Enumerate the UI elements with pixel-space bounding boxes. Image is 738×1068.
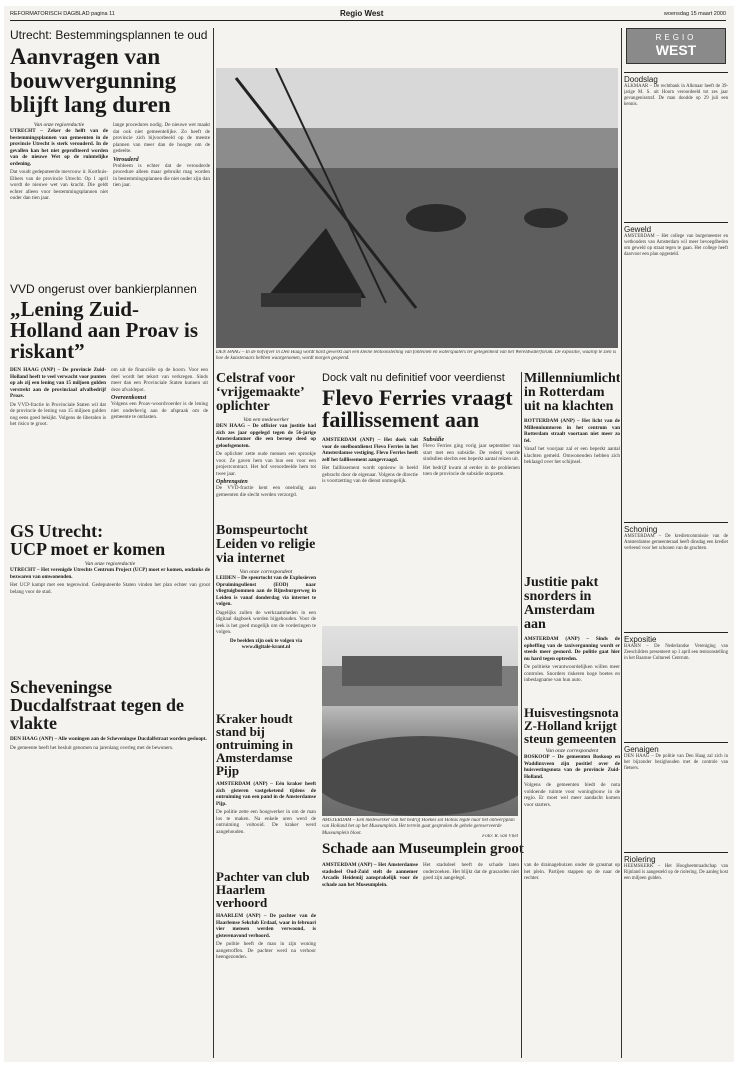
article-kicker: Dock valt nu definitief voor veerdienst [322, 372, 505, 384]
newspaper-page [4, 6, 734, 1062]
sidebar-item-text: AMSTERDAM – Het college van burgemeester en wethouders van Amsterdam wil meer bevoegdheden om geweld op straat tegen te gaan. Het college heeft daarvoor een plan opgesteld. [624, 234, 728, 257]
article-byline: Van onze correspondent [239, 569, 293, 575]
article-headline: Schade aan Museumplein groot [322, 842, 524, 857]
article-kicker: VVD ongerust over bankierplannen [10, 282, 197, 296]
article-byline: Van een medewerker [243, 417, 289, 423]
sidebar-item-text: AMSTERDAM – De kredietcommissie van de Amsterdamse gemeenteraad heeft dinsdag een krediet verleend voor het schonen van de grachten. [624, 534, 728, 551]
sidebar-item-title: Expositie [624, 632, 728, 644]
article-byline: Van onze regioredactie [84, 561, 136, 567]
article-justitie [524, 576, 620, 696]
article-byline: Van onze regioredactie [33, 122, 85, 129]
sidebar-item-text: DEN HAAG – De politie van Den Haag zal zich in het bijzonder bezighouden met de controle van fietsers. [624, 754, 728, 771]
sidebar-item [624, 628, 728, 738]
article-headline: Flevo Ferries vraagt faillissement aan [322, 385, 513, 432]
article-body: Het bedrijf kwam al eerder in de problemen toen de provincie de subsidie stopzette. [423, 464, 520, 477]
article-lead: UTRECHT – Zeker de helft van de bestemmingsplannen van gemeenten in de provincie Utrecht is sterk verouderd. In de gevallen kan het niet geprofiteerd worden van de nieuwe Wet op de ruimtelijke ordening. [10, 128, 108, 167]
article-subhead: Opbrengsten [216, 479, 248, 485]
masthead-left: REFORMATORISCH DAGBLAD pagina 11 [10, 11, 115, 17]
article-headline: Kraker houdt stand bij ontruiming in Amsterdamse Pijp [216, 712, 293, 778]
photo-caption: DEN HAAG – In de hofvijver in Den Haag wordt hard gewerkt aan een kleine tentoonstelling van fonteinen en waterspuiters ter gelegenheid van het Wereldwaterforum. De expositie, waarop te zien is hoe de kunstenaars hebben waargenomen, wordt morgen geopend. [216, 350, 617, 362]
article-headline: Aanvragen van bouwvergunning blijft lang duren [10, 44, 177, 118]
column-rule [621, 28, 622, 1058]
column-rule [521, 372, 522, 1058]
regio-west-logo [626, 28, 726, 64]
sidebar-item [624, 738, 728, 848]
article-bomspeurtocht [216, 524, 316, 704]
sidebar-item-title: Schoning [624, 522, 728, 534]
article-body: De oplichter zette oude mensen een sprookje voor. Ze gaven hem van hun een voor een projectcontract. Het hof veroordeelde hem tot twee jaar. [216, 451, 316, 477]
sidebar-item-text: HEEMSKERK – Het Hoogheemraadschap van Rijnland is aangesteld op de riolering. De aanleg kost een miljoen gulden. [624, 864, 728, 881]
article-lead: UTRECHT – Het verenigde Utrechts Centrum Project (UCP) moet er komen, ondanks de bezwaren van omwonenden. [10, 567, 210, 580]
article-lead: AMSTERDAM (ANP) – Eén kraker heeft zich gisteren vastgeketend tijdens de ontruiming van een pand in de Amsterdamse Pijp. [216, 781, 316, 807]
article-body: Flevo Ferries ging vorig jaar september van start met een subsidie. De rederij voerde sindsdien slechts een beperkt aantal reizen uit. [423, 443, 520, 462]
masthead [10, 9, 726, 21]
article-body: De VVD-fractie in Provinciale Staten wil dat de provincie de lening van 15 miljoen gulden nog eens goed bekijkt. Volgens de liberalen is het risico te groot. [10, 401, 106, 427]
article-lead: HAARLEM (ANP) – De pachter van de Haarlemse Sekclub Erdaaf, waar in februari vier mensen werden verwoond, is gisterenavond verhoord. [216, 913, 316, 939]
article-ducdalf [10, 678, 210, 878]
article-lead: AMSTERDAM (ANP) – Het doek valt voor de snelbootdienst Flevo Ferries in het Amsterdamse vestiging. Flevo Ferries heeft zelf het faillissement aangevraagd. [322, 437, 418, 463]
article-celstraf [216, 372, 316, 518]
sidebar-item [624, 518, 728, 628]
article-kraker [216, 712, 316, 862]
sidebar-item-title: Geweld [624, 222, 728, 234]
article-lead: LEIDEN – De speurtocht van de Explosieven Opruimingsdienst (EOD) naar vliegtuigbommen aan de Rijnsburgerweg in Leiden is vanaf donderdag via internet te volgen. [216, 575, 316, 607]
article-headline: Justitie pakt snorders in Amsterdam aan [524, 576, 599, 632]
article-museumplein [322, 842, 620, 1056]
article-body: Het UCP kampt met een tegenwind. Gedeputeerde Staten vinden het plan echter van groot belang voor de stad. [10, 582, 210, 595]
article-body: De politie zette een hoogwerker in om de man los te maken. Na enkele uren werd de ontruiming voltooid. De kraker werd aangehouden. [216, 809, 316, 835]
article-body: Het faillissement wordt opnieuw in beeld gebracht door de eigenaar. Volgens de directie is voortzetting van de dienst onmogelijk. [322, 465, 418, 484]
article-subhead: Subsidie [423, 437, 445, 443]
photo-museumplein-scene [322, 626, 518, 816]
photo-museumplein [322, 626, 518, 816]
article-headline: Ducdalfstraat tegen de vlakte [10, 695, 184, 733]
article-headline: „Lening Zuid-Holland aan Proav is riskant” [10, 297, 199, 363]
sidebar-item-title: Riolering [624, 852, 728, 864]
logo-top: REGIO [655, 33, 697, 42]
article-byline: Van onze correspondent [545, 748, 599, 754]
article-body: Volgens een Proav-woordvoerder is de lening niet onderhevig aan de afspraak om de gemeente te ontlasten. [111, 401, 208, 420]
sidebar-item-title: Genaigen [624, 742, 728, 754]
article-body: Vanaf het voorjaar zal er een beperkt aantal klachten gemeld. Omwonenden hebben zich beklaagd over het schijnsel. [524, 446, 620, 465]
sidebar-item-title: Doodslag [624, 72, 728, 84]
article-body: Dat voudt gedeputeerde mevrouw ir. Korthuis-Elbers van de provincie Utrecht. Op 1 april wordt de nieuwe wet van kracht. Die geldt echter alleen voor bestemmingsplannen niet ouder dan tien jaar. [10, 169, 108, 202]
article-headline: Bomspeurtocht Leiden vo religie via internet [216, 524, 316, 566]
photo-fountain [216, 68, 618, 348]
article-lead: DEN HAAG – De officier van justitie had zich zes jaar opgelegd tegen de 56-jarige Amsterdammer die een beroep deed op geloofsgenoten. [216, 423, 316, 449]
article-lead: AMSTERDAM (ANP) – Het Amsterdamse stadsdeel Oud-Zuid stelt de aannemer Arcadis Heidemij aansprakelijk voor de schade aan het Museumplein. [322, 862, 418, 888]
article-body: De gemeente heeft het besluit genomen na jarenlang overleg met de bewoners. [10, 744, 174, 751]
masthead-date: woensdag 15 maart 2000 [663, 11, 726, 17]
photo-credit: Foto: R. van Vliet [482, 834, 518, 839]
article-lead: DEN HAAG (ANP) – Alle woningen aan de Scheveningse Ducdalfstraat worden gesloopt. [10, 736, 207, 742]
article-subhead: Verouderd [113, 156, 139, 163]
photo-caption: AMSTERDAM – Een medewerker van het bedrijf Hoekes sol Hollas legde naar het ontwerpplan van Holland het op het Museumplein. Het terrein gaat gesproken de gehele gereserveerde Museumplein bloot. [322, 818, 515, 836]
article-lead: AMSTERDAM (ANP) – Sinds de opheffing van de taxivergunning wordt er steeds meer gesnord. De politie gaat hier nu hard tegen optreden. [524, 636, 620, 662]
news-sidebar [624, 68, 728, 958]
article-ucp [10, 522, 210, 672]
sidebar-item [624, 68, 728, 218]
section-title: Regio West [340, 9, 384, 18]
article-headline: UCP moet er komen [10, 539, 166, 559]
article-subhead: Overeenkomst [111, 395, 147, 401]
article-kicker: Utrecht: Bestemmingsplannen te oud [10, 28, 208, 42]
article-body: Dagelijks zullen de werkzaamheden in een digitaal dagboek worden bijgehouden. Voor de leek is het goed mogelijk om de vorderingen te volgen. [216, 609, 316, 635]
article-flevo [322, 372, 520, 622]
article-lead: DEN HAAG (ANP) – De provincie Zuid-Holland heeft te veel verwacht voor punten op als zij een lening van 15 miljoen gulden verstrekt aan de provinciaal afvalbedrijf Proav. [10, 367, 106, 399]
article-body: De politie heeft de man in zijn woning aangetroffen. De pachter werd na verhoor heengezonden. [216, 941, 316, 960]
logo-bottom: WEST [655, 42, 697, 58]
article-millennium [524, 372, 620, 572]
article-headline: Pachter van club Haarlem verhoord [216, 870, 310, 910]
sidebar-item-text: ALKMAAR – De rechtbank in Alkmaar heeft de 39-jarige M. S. uit Hoorn veroordeeld tot zes jaar gevangenisstraf. De man doodde op 29 juli een kennis. [624, 84, 728, 107]
article-body: Het stadsdeel heeft de schade laten onderzoeken. Het blijkt dat de graszoden niet goed zijn aangelegd. [423, 862, 519, 881]
article-body: Volgens de gemeenten biedt de nota voldoende ruimte voor woningbouw in de regio. Er moet wel meer aandacht komen voor starters. [524, 782, 620, 808]
article-vvd [10, 282, 208, 516]
article-lead: BOSKOOP – De gemeenten Boskoop en Waddinxveen zijn positief over de huisvestingsnota van de provincie Zuid-Holland. [524, 754, 620, 780]
article-body: van de drainagebuizen onder de grasmat op het plein. Partijen stappen op de naar de rechter. [524, 862, 620, 881]
article-lead: ROTTERDAM (ANP) – Het licht van de Millenniumtoren in het centrum van Rotterdam straalt voortaan niet meer zo fel. [524, 418, 620, 444]
article-body: De politieke verantwoordelijken willen meer controles. Snorders riskeren hoge boetes en inbeslagname van hun auto. [524, 664, 620, 683]
photo-fountain-scene [216, 68, 618, 348]
article-pachter [216, 870, 316, 1056]
article-headline: Celstraf voor ‘vrijgemaakte’ oplichter [216, 372, 304, 414]
article-body: lange procedures nodig. De nieuwe wet maakt dat ook niet gemeentelijke. Zo heeft de provincie zich bijvoorbeeld op de meeste plannen van meer dan de hoogte om de gedeelte. [113, 122, 210, 155]
article-footer: De beelden zijn ook te volgen via www.digitale-krant.nl [229, 637, 303, 650]
sidebar-item-text: BAARN – De Nederlandse Vereniging van Zeeschilders presenteert op 1 april een tentoonstelling in het Baarnse Cultureel Centrum. [624, 644, 728, 661]
article-body: De VVD-fractie kent een oneindig aan gemeenten die slecht werden verzorgd. [216, 485, 316, 498]
article-headline: Millenniumlicht in Rotterdam uit na klachten [524, 372, 620, 414]
sidebar-item [624, 848, 728, 958]
article-body: om uit de financiële op de hoorn. Voor een deel wordt het tekort van verkregen. Sinds meer dan een Provinciale Staten kunnen uit deze afvaldepot. [111, 367, 208, 393]
article-utrecht [10, 28, 210, 276]
article-kicker: Scheveningse [10, 678, 113, 697]
sidebar-item [624, 218, 728, 518]
article-body: Probleem is echter dat de verouderde procedure alleen maar gebruikt mag worden in bestemmingsplannen die niet ouder zijn dan tien jaar. [113, 162, 210, 189]
column-rule [213, 28, 214, 1058]
article-headline: Huisvestingsnota Z-Holland krijgt steun gemeenten [524, 706, 619, 746]
article-kicker: GS Utrecht: [10, 522, 104, 541]
